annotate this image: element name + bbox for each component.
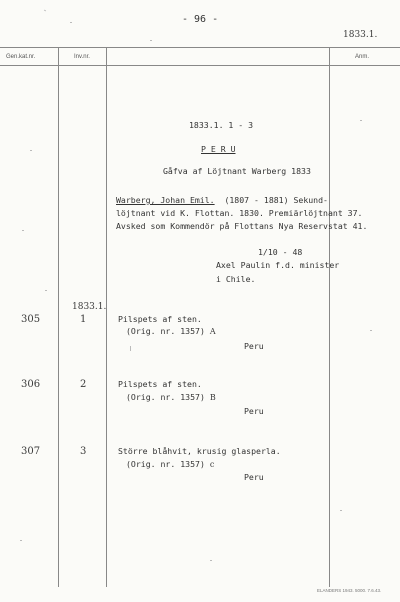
person-name: Warberg, Johan Emil. [116, 195, 215, 205]
entry-place: Peru [244, 406, 264, 416]
bio-line-2: löjtnant vid K. Flottan. 1830. Premiärlöjtnant 37. [116, 208, 363, 218]
header-rule-bottom [0, 65, 400, 66]
printer-footer: ELANDERS 1943. 5000. 7.6.43. [317, 588, 382, 593]
bio-dates: (1807 - 1881) Sekund- [224, 195, 328, 205]
column-header-catalog: Gen.kat.nr. [6, 54, 36, 60]
handwritten-mark: c [209, 460, 215, 469]
orig-number-text: (Orig. nr. 1357) [126, 392, 205, 402]
year-code: 1833.1. [343, 30, 378, 40]
column-divider-3 [329, 47, 330, 587]
entry-description: Pilspets af sten. [118, 314, 202, 324]
paper-speck [20, 540, 22, 541]
inventory-group-label: 1833.1. [72, 302, 107, 312]
catalog-number: 306 [21, 379, 41, 390]
inventory-number: 3 [80, 446, 87, 457]
paper-speck [370, 330, 372, 331]
orig-number-text: (Orig. nr. 1357) [126, 326, 205, 336]
entry-original-number [126, 459, 214, 469]
handwritten-mark: A [209, 327, 216, 336]
paper-speck [130, 346, 131, 351]
range-heading: 1833.1. 1 - 3 [189, 120, 254, 130]
paper-speck [150, 40, 152, 41]
paper-speck [22, 230, 24, 231]
note-line-1: Axel Paulin f.d. minister [216, 260, 340, 270]
note-line-2: i Chile. [216, 274, 256, 284]
paper-speck [340, 510, 342, 511]
page-number: - 96 - [182, 14, 219, 25]
entry-description: Pilspets af sten. [118, 379, 202, 389]
orig-number-text: (Orig. nr. 1357) [126, 459, 205, 469]
column-divider-2 [106, 47, 107, 587]
entry-place: Peru [244, 341, 264, 351]
paper-speck [45, 290, 47, 291]
paper-speck [70, 22, 72, 23]
catalog-number: 305 [21, 314, 41, 325]
gift-line: Gåfva af Löjtnant Warberg 1833 [163, 166, 311, 176]
entry-place: Peru [244, 472, 264, 482]
entry-original-number [126, 326, 216, 336]
entry-original-number [126, 392, 216, 402]
inventory-number: 2 [80, 379, 87, 390]
header-rule-top [0, 47, 400, 48]
handwritten-mark: B [209, 393, 216, 402]
bio-line-3: Avsked som Kommendör på Flottans Nya Reservstat 41. [116, 221, 368, 231]
column-header-inventory: Inv.nr. [74, 54, 90, 60]
catalog-number: 307 [21, 446, 41, 457]
paper-speck [210, 560, 212, 561]
note-date: 1/10 - 48 [258, 247, 303, 257]
inventory-number: 1 [80, 314, 87, 325]
paper-speck [44, 10, 46, 12]
paper-speck [360, 120, 362, 121]
country-heading: P E R U [201, 144, 236, 154]
column-header-remarks: Anm. [355, 54, 370, 60]
entry-description: Större blåhvit, krusig glasperla. [118, 446, 281, 456]
bio-line-1 [116, 195, 328, 205]
column-divider-1 [58, 47, 59, 587]
paper-speck [30, 150, 32, 151]
